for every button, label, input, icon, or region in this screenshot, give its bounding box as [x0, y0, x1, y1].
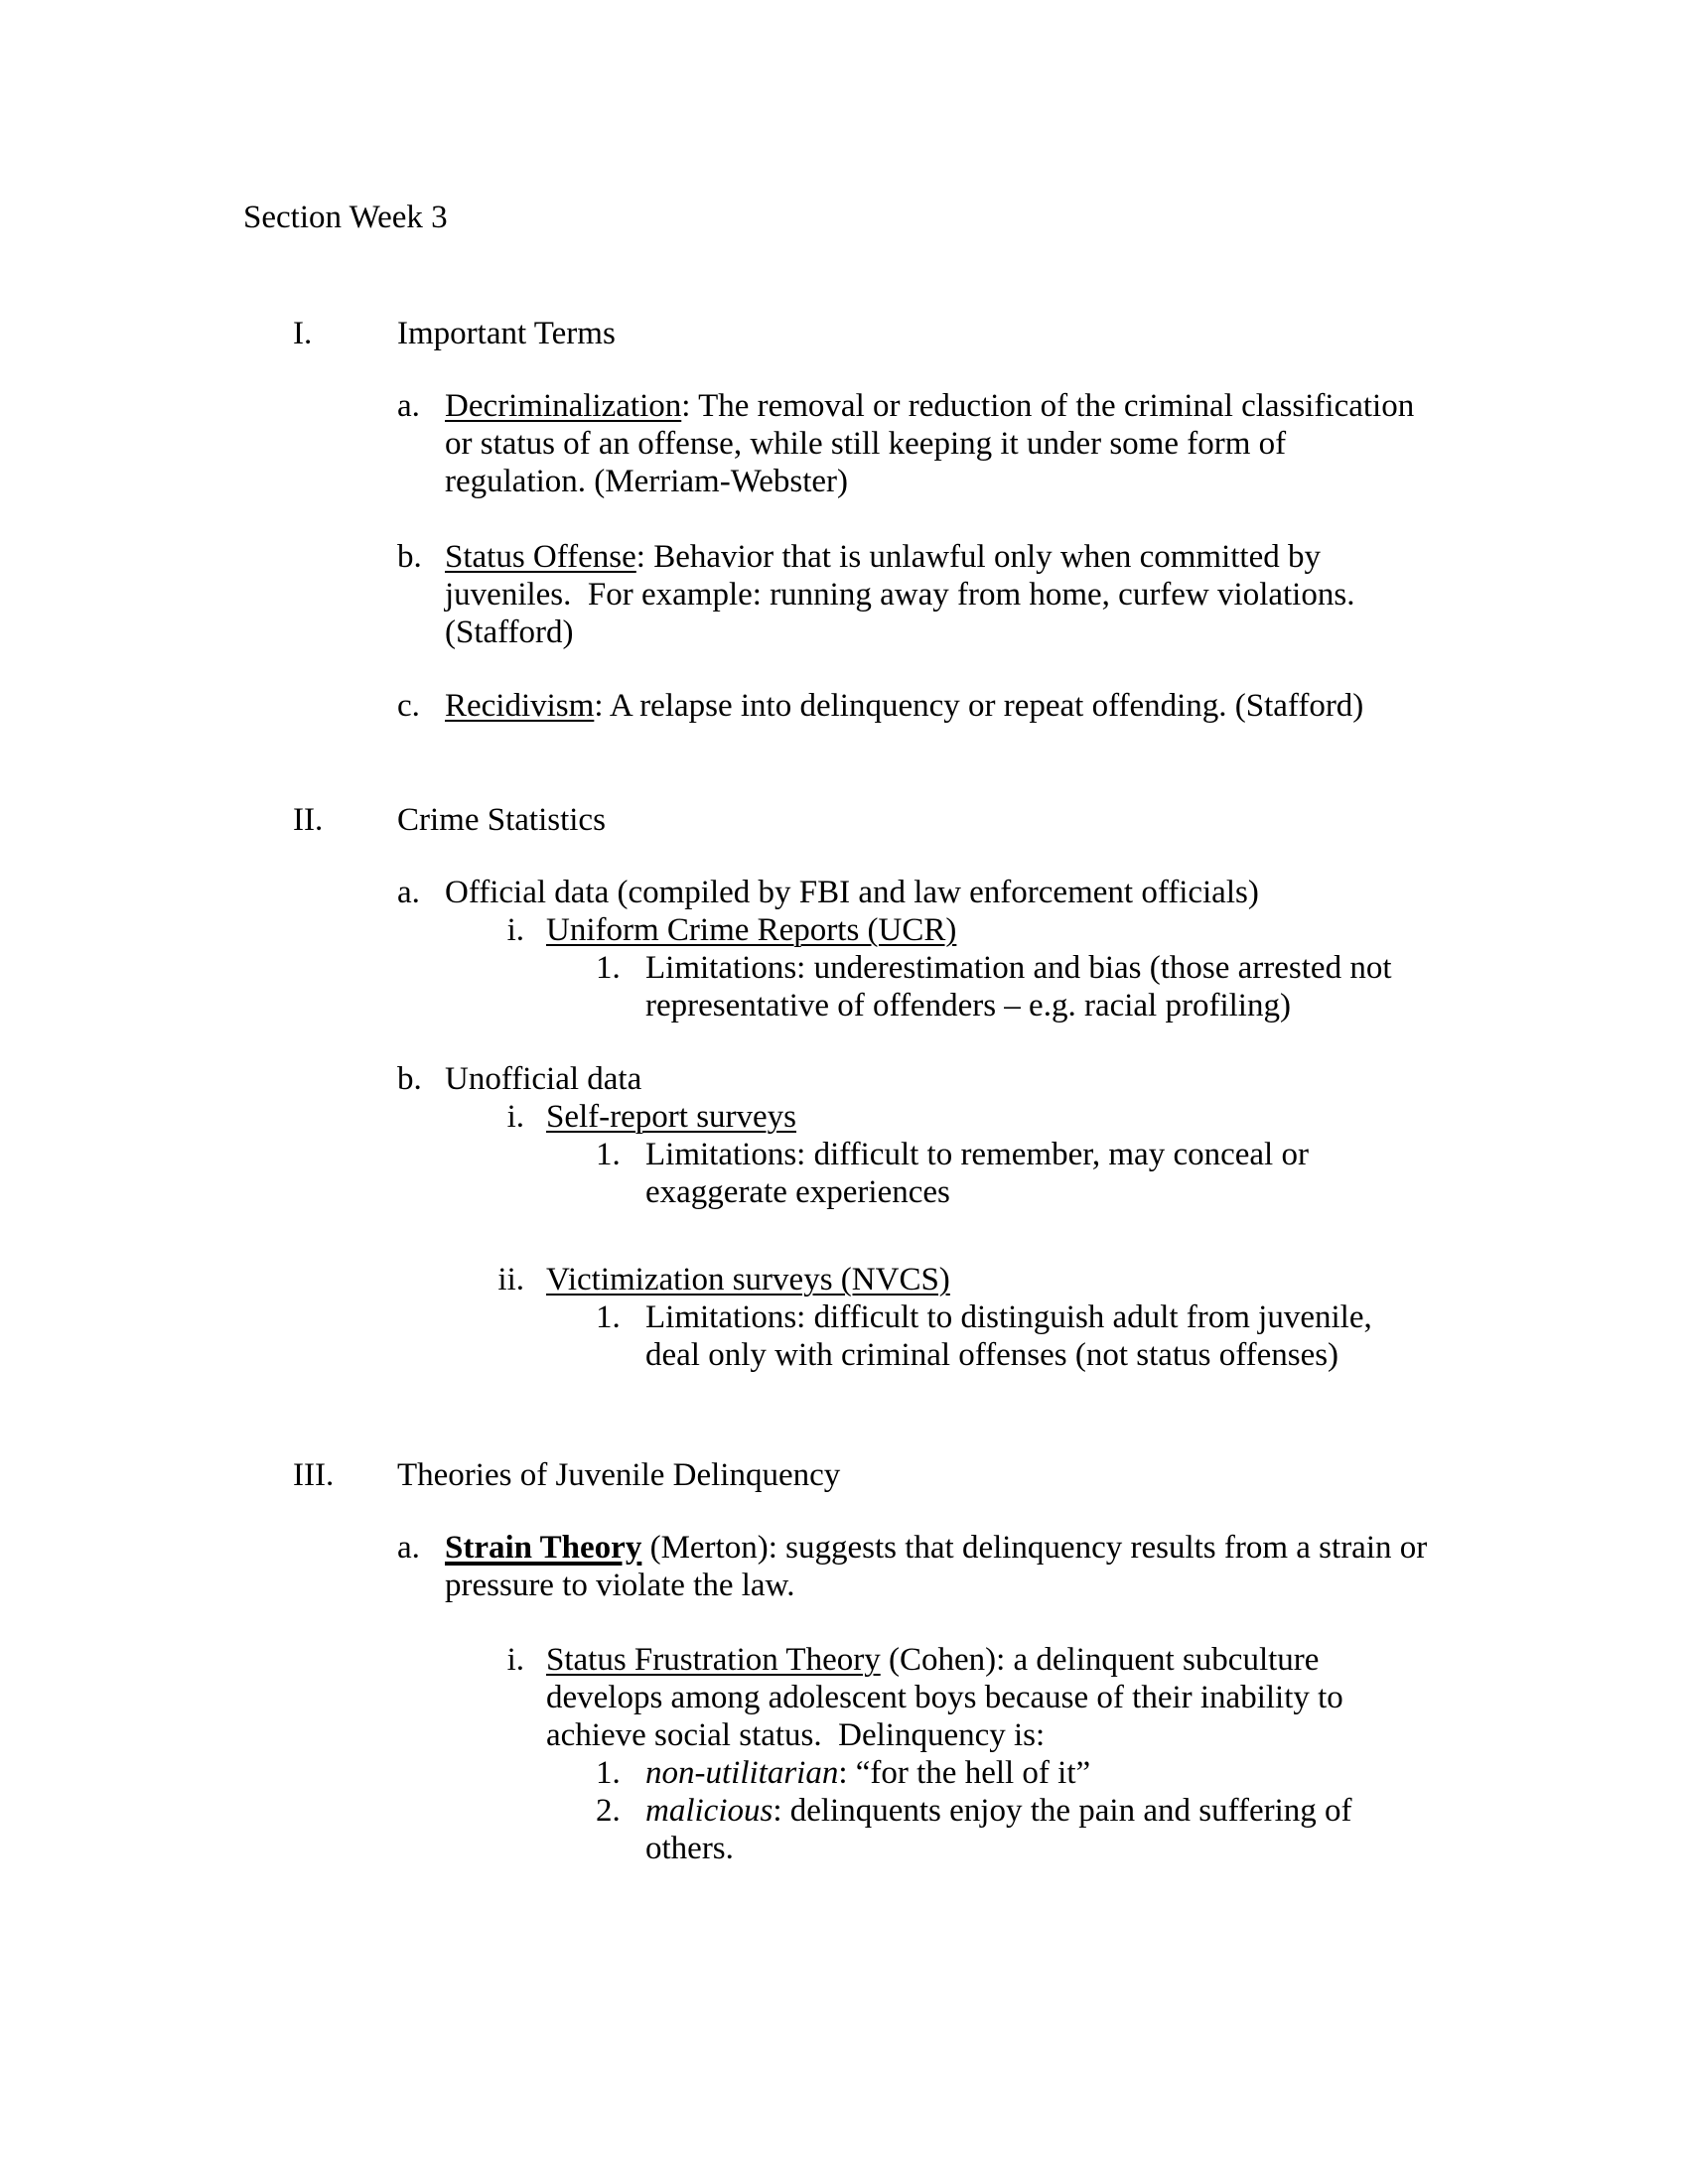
text-run: Section Week 3 [243, 200, 448, 235]
item-text [645, 1137, 1309, 1210]
item-marker: 1. [596, 950, 621, 986]
outline-item-a-a [0, 387, 1688, 500]
text-run: Victimization surveys (NVCS) [546, 1262, 950, 1297]
text-run: Theories of Juvenile Delinquency [397, 1457, 841, 1493]
item-marker: 1. [596, 1299, 621, 1335]
item-marker: c. [397, 688, 420, 724]
outline-item-I-I [0, 315, 1688, 352]
item-text [645, 950, 1392, 1024]
item-marker: III. [293, 1457, 335, 1493]
item-text [445, 1530, 1427, 1603]
item-marker: i. [506, 1099, 524, 1135]
outline-item-i-i [0, 1641, 1688, 1754]
item-marker: b. [397, 539, 422, 575]
outline-item-i-ii [0, 1261, 1688, 1298]
text-run: Decriminalization [445, 388, 682, 424]
item-text [645, 1755, 1090, 1791]
item-marker: i. [506, 912, 524, 948]
item-marker: 1. [596, 1137, 621, 1172]
outline-item-I-II [0, 801, 1688, 839]
item-text [546, 1099, 796, 1135]
outline-item-a-c [0, 687, 1688, 725]
item-text [445, 1061, 641, 1097]
outline-item-1-1 [0, 1754, 1688, 1792]
text-run: Unofficial data [445, 1061, 642, 1097]
outline-item-a-a [0, 874, 1688, 911]
outline-item-I-III [0, 1456, 1688, 1494]
item-marker: 1. [596, 1755, 621, 1791]
text-run: : A relapse into delinquency or repeat offending. (Stafford) [594, 688, 1364, 724]
text-run: : delinquents enjoy the pain and suffering of others. [645, 1793, 1352, 1866]
text-run: (Merton): suggests that delinquency results from a strain or pressure to violate the law. [445, 1530, 1428, 1603]
item-text [397, 316, 616, 351]
item-text [445, 875, 1259, 910]
text-run: Crime Statistics [397, 802, 606, 838]
text-run: Uniform Crime Reports (UCR) [546, 912, 957, 948]
item-text [645, 1793, 1352, 1866]
outline-item-1-1 [0, 1298, 1688, 1374]
outline-item-a-b [0, 538, 1688, 651]
outline-item-i-i [0, 911, 1688, 949]
text-run: Limitations: underestimation and bias (those arrested not representative of offenders – e.g. racial profiling) [645, 950, 1392, 1024]
text-run: Strain Theory [445, 1530, 642, 1566]
item-text [546, 1642, 1343, 1753]
item-text [397, 1457, 840, 1493]
text-run: (Cohen): a delinquent subculture develops among adolescent boys because of their inability to achieve social status. Delinquency is: [546, 1642, 1343, 1753]
text-run: Limitations: difficult to distinguish adult from juvenile, deal only with criminal offenses (not status offenses) [645, 1299, 1372, 1373]
item-text [445, 688, 1363, 724]
text-run: Limitations: difficult to remember, may conceal or exaggerate experiences [645, 1137, 1309, 1210]
item-marker: b. [397, 1061, 422, 1097]
text-run: : Behavior that is unlawful only when committed by juveniles. For example: running away from home, curfew violations. (Stafford) [445, 539, 1355, 650]
item-marker: I. [293, 316, 313, 351]
item-text [645, 1299, 1372, 1373]
item-text [445, 539, 1354, 650]
item-marker: i. [506, 1642, 524, 1678]
item-marker: a. [397, 875, 420, 910]
text-run: non-utilitarian [645, 1755, 839, 1791]
outline-item-1-1 [0, 949, 1688, 1024]
title-text [243, 200, 448, 235]
item-marker: II. [293, 802, 324, 838]
outline-item-1-1 [0, 1136, 1688, 1211]
item-marker: ii. [497, 1262, 524, 1297]
text-run: Status Offense [445, 539, 636, 575]
item-marker: 2. [596, 1793, 621, 1829]
outline-item-1-2 [0, 1792, 1688, 1867]
item-text [546, 1262, 950, 1297]
item-marker: a. [397, 1530, 420, 1566]
item-text [546, 912, 956, 948]
text-run: : “for the hell of it” [838, 1755, 1091, 1791]
document-title [0, 199, 1688, 236]
text-run: malicious [645, 1793, 774, 1829]
text-run: : The removal or reduction of the criminal classification or status of an offense, while still keeping it under some form of regulation. (Merriam-Webster) [445, 388, 1415, 499]
item-text [445, 388, 1414, 499]
outline-content [0, 199, 1688, 1867]
text-run: Status Frustration Theory [546, 1642, 881, 1678]
item-text [397, 802, 606, 838]
text-run: Official data (compiled by FBI and law enforcement officials) [445, 875, 1259, 910]
outline-item-a-b [0, 1060, 1688, 1098]
text-run: Self-report surveys [546, 1099, 797, 1135]
text-run: Important Terms [397, 316, 616, 351]
text-run: Recidivism [445, 688, 595, 724]
item-marker: a. [397, 388, 420, 424]
outline-item-i-i [0, 1098, 1688, 1136]
outline-item-a-a [0, 1529, 1688, 1604]
